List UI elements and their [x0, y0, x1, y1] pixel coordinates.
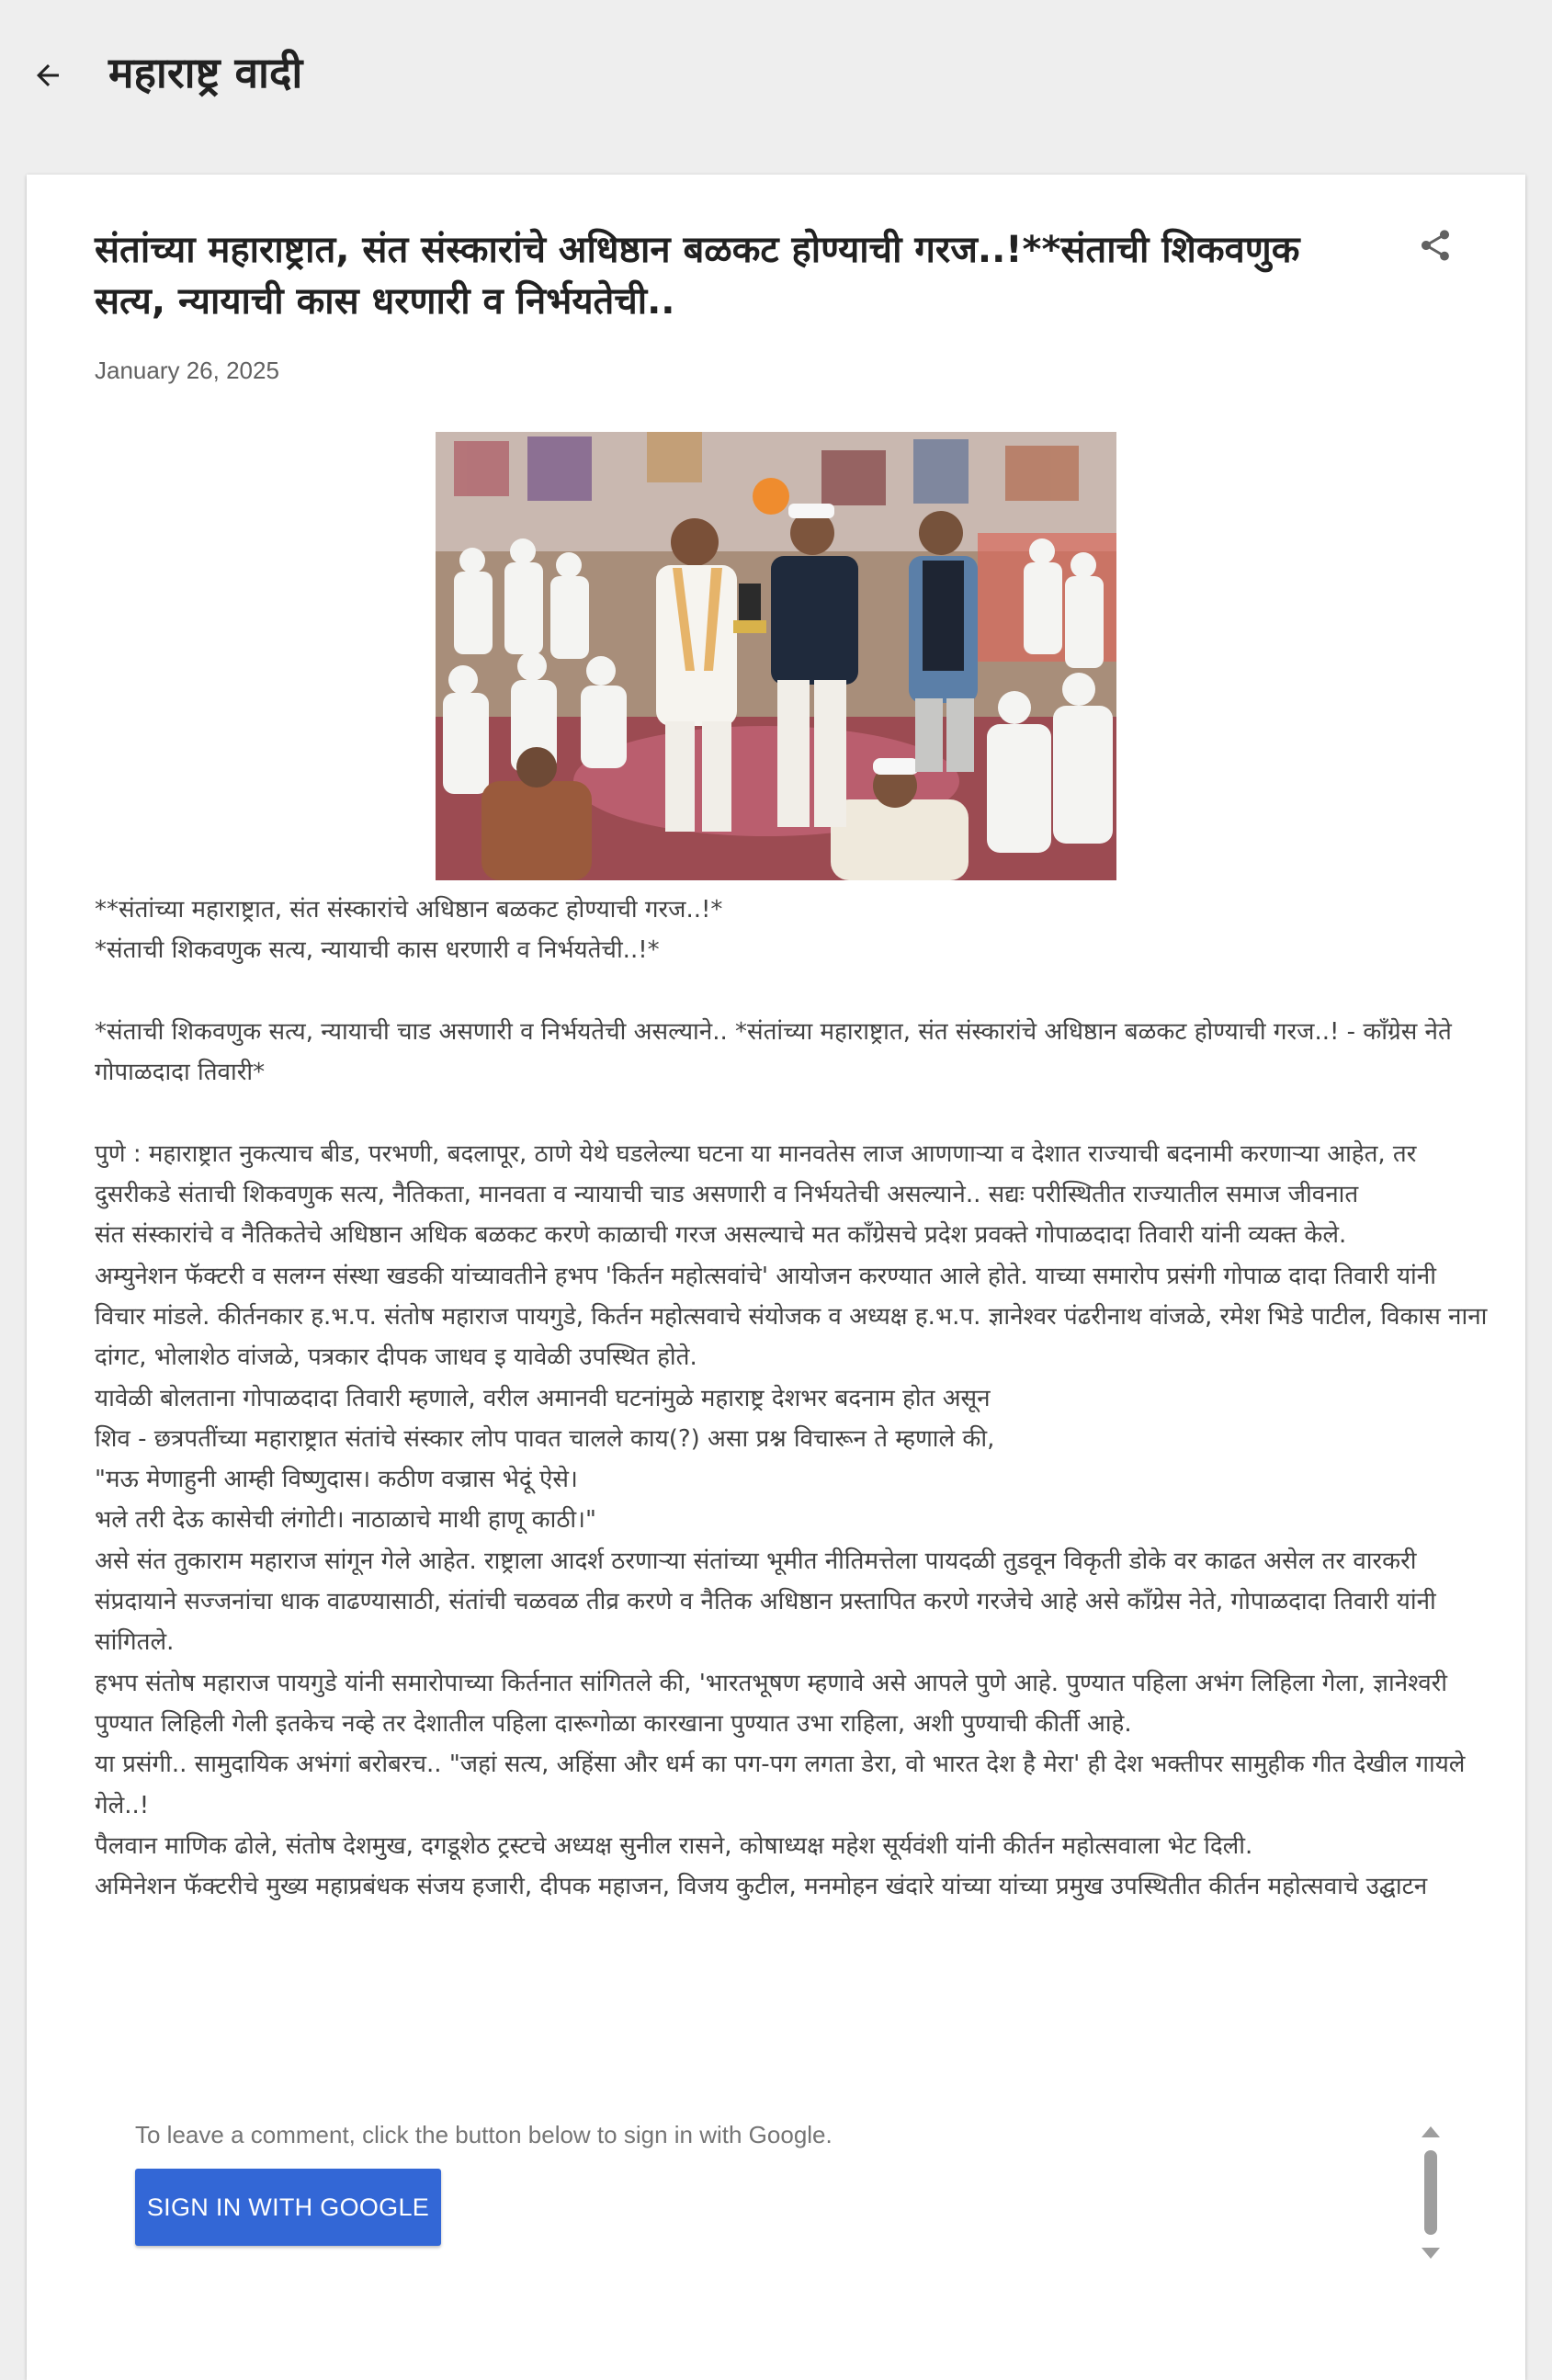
comment-signin-hint: To leave a comment, click the button below to sign in with Google. — [135, 2121, 833, 2148]
share-icon — [1417, 227, 1454, 264]
body-paragraph: अमिनेशन फॅक्टरीचे मुख्य महाप्रबंधक संजय हजारी, दीपक महाजन, विजय कुटील, मनमोहन खंदारे यांच्या यांच्या प्रमुख उपस्थितीत कीर्तन महोत्सवाचे उद्घाटन — [95, 1873, 1428, 1901]
post-date: January 26, 2025 — [95, 357, 279, 384]
body-paragraph: पुणे : महाराष्ट्रात नुकत्याच बीड, परभणी, बदलापूर, ठाणे येथे घडलेल्या घटना या मानवतेस लाज आणणाऱ्या व देशात राज्याची बदनामी करणाऱ्या आहेत, तर दुसरीकडे संताची शिकवणुक सत्य, नैतिकता, मानवता व न्यायाची चाड असणारी व निर्भयतेची असल्याने.. सद्यः परीस्थितीत राज्यातील समाज जीवनात — [95, 1139, 1417, 1209]
post-title: संतांच्या महाराष्ट्रात, संत संस्कारांचे अधिष्ठान बळकट होण्याची गरज..!**संताची शिकवणुक सत्य, न्यायाची कास धरणारी व निर्भयतेची.. — [95, 229, 1300, 323]
sign-in-with-google-button[interactable]: SIGN IN WITH GOOGLE — [135, 2169, 441, 2246]
back-button[interactable] — [26, 53, 70, 97]
body-paragraph: अम्युनेशन फॅक्टरी व सलग्न संस्था खडकी यांच्यावतीने हभप 'किर्तन महोत्सवांचे' आयोजन करण्यात आले होते. याच्या समारोप प्रसंगी गोपाळ दादा तिवारी यांनी विचार मांडले. कीर्तनकार ह.भ.प. संतोष महाराज पायगुडे, किर्तन महोत्सवाचे संयोजक व अध्यक्ष ह.भ.प. ज्ञानेश्वर पंढरीनाथ वांजळे, रमेश भिडे पाटील, विकास नाना दांगट, भोलाशेठ वांजळे, पत्रकार दीपक जाधव इ यावेळी उपस्थित होते. — [95, 1262, 1488, 1372]
post-image[interactable] — [436, 432, 1116, 880]
body-paragraph: शिव - छत्रपतींच्या महाराष्ट्रात संतांचे संस्कार लोप पावत चालले काय(?) असा प्रश्न विचारून ते म्हणाले की, — [95, 1424, 995, 1453]
scroll-down-arrow-icon[interactable] — [1422, 2248, 1440, 2259]
body-paragraph: संत संस्कारांचे व नैतिकतेचे अधिष्ठान अधिक बळकट करणे काळाची गरज असल्याचे मत काँग्रेसचे प्रदेश प्रवक्ते गोपाळदादा तिवारी यांनी व्यक्त केले. — [95, 1221, 1347, 1250]
photo-felicitation-ceremony — [436, 432, 1116, 880]
body-paragraph: या प्रसंगी.. सामुदायिक अभंगां बरोबरच.. "जहां सत्य, अहिंसा और धर्म का पग-पग लगता डेरा, वो भारत देश है मेरा' ही देश भक्तीपर सामुहीक गीत देखील गायले गेले..! — [95, 1751, 1466, 1819]
body-paragraph: असे संत तुकाराम महाराज सांगून गेले आहेत. राष्ट्राला आदर्श ठरणाऱ्या संतांच्या भूमीत नीतिमत्तेला पायदळी तुडवून विकृती डोके वर काढत असेल तर वारकरी संप्रदायाने सज्जनांचा धाक वाढण्यासाठी, संतांची चळवळ तीव्र करणे व नैतिक अधिष्ठान प्रस्तापित करणे गरजेचे आहे असे काँग्रेस नेते, गोपाळदादा तिवारी यांनी सांगितले. — [95, 1547, 1436, 1657]
arrow-left-icon — [31, 59, 64, 92]
post-body — [95, 890, 1491, 1907]
scrollbar-thumb[interactable] — [1424, 2150, 1437, 2235]
comments-section — [135, 2121, 1477, 2305]
comment-scrollbar[interactable] — [1422, 2126, 1440, 2264]
body-paragraph: भले तरी देऊ कासेची लंगोटी। नाठाळाचे माथी हाणू काठी।" — [95, 1506, 596, 1535]
body-spacer — [95, 971, 1491, 1012]
post-card — [27, 175, 1525, 2380]
site-title[interactable]: महाराष्ट्र वादी — [108, 48, 303, 97]
body-paragraph: हभप संतोष महाराज पायगुडे यांनी समारोपाच्या किर्तनात सांगितले की, 'भारतभूषण म्हणावे असे आपले पुणे आहे. पुण्यात पहिला अभंग लिहिला गेला, ज्ञानेश्वरी पुण्यात लिहिली गेली इतकेच नव्हे तर देशातील पहिला दारूगोळा कारखाना पुण्यात उभा राहिला, अशी पुण्याची कीर्ती आहे. — [95, 1669, 1448, 1738]
body-paragraph: *संताची शिकवणुक सत्य, न्यायाची चाड असणारी व निर्भयतेची असल्याने.. *संतांच्या महाराष्ट्रात, संत संस्कारांचे अधिष्ठान बळकट होण्याची गरज..! - काँग्रेस नेते गोपाळदादा तिवारी* — [95, 1017, 1452, 1087]
body-spacer — [95, 1093, 1491, 1133]
share-button[interactable] — [1412, 222, 1458, 268]
body-paragraph: पैलवान माणिक ढोले, संतोष देशमुख, दगडूशेठ ट्रस्टचे अध्यक्ष सुनील रासने, कोषाध्यक्ष महेश सूर्यवंशी यांनी कीर्तन महोत्सवाला भेट दिली. — [95, 1831, 1253, 1860]
scroll-up-arrow-icon[interactable] — [1422, 2126, 1440, 2137]
body-paragraph: "मऊ मेणाहुनी आम्ही विष्णुदास। कठीण वज्रास भेदूं ऐसे। — [95, 1466, 578, 1494]
body-paragraph: **संतांच्या महाराष्ट्रात, संत संस्कारांचे अधिष्ठान बळकट होण्याची गरज..!* — [95, 896, 723, 924]
body-paragraph: यावेळी बोलताना गोपाळदादा तिवारी म्हणाले, वरील अमानवी घटनांमुळे महाराष्ट्र देशभर बदनाम होत असून — [95, 1384, 991, 1412]
app-bar — [0, 0, 1552, 164]
body-paragraph: *संताची शिकवणुक सत्य, न्यायाची कास धरणारी व निर्भयतेची..!* — [95, 936, 660, 965]
